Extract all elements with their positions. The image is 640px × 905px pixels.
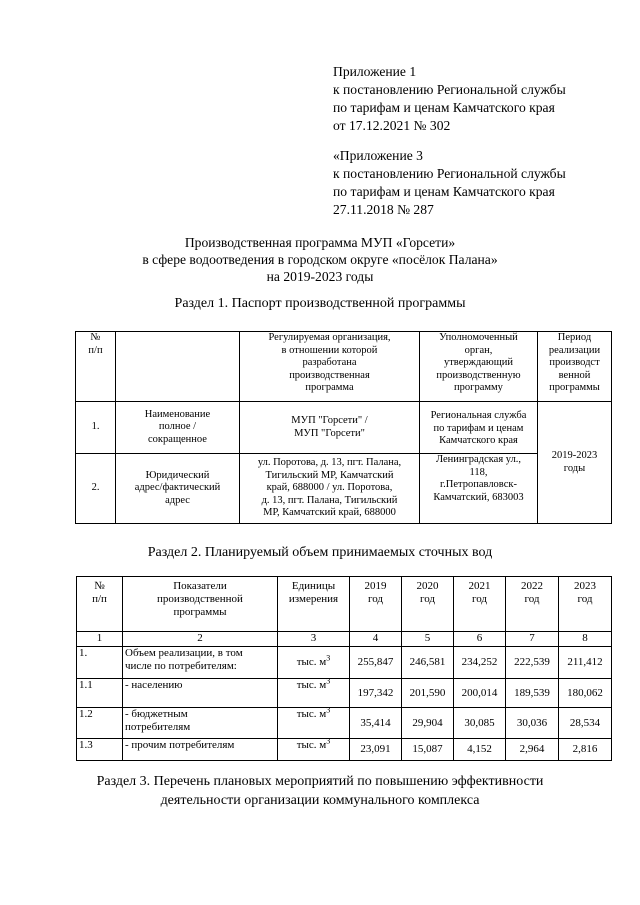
row-auth-line: Камчатский, 683003 <box>433 491 524 503</box>
column-number: 6 <box>454 632 506 647</box>
unit-text: тыс. м <box>296 679 327 691</box>
passport-row <box>76 402 612 454</box>
header-year <box>454 577 506 632</box>
year-suffix: год <box>367 593 384 605</box>
header-auth-line: утверждающий <box>443 357 514 368</box>
header-unit <box>278 577 350 632</box>
row-unit <box>278 676 350 708</box>
header-org-line: разработана <box>302 357 357 368</box>
row-auth-line: по тарифам и ценам <box>433 422 524 434</box>
year-value: 2020 <box>416 580 439 592</box>
unit-exponent: 3 <box>326 653 331 663</box>
header-year <box>506 577 559 632</box>
header-auth-line: производственную <box>436 369 521 381</box>
cell-value: 4,152 <box>454 739 506 761</box>
passport-row <box>76 454 612 524</box>
column-number: 2 <box>123 632 278 647</box>
header-indicator-line: программы <box>173 606 227 618</box>
cell-value: 255,847 <box>350 647 402 679</box>
header-year <box>402 577 454 632</box>
column-number: 8 <box>559 632 612 647</box>
row-unit <box>278 736 350 761</box>
cell-value: 2,816 <box>559 739 612 761</box>
row-num: 2. <box>76 454 116 524</box>
header-indicator-line: Показатели <box>173 580 227 592</box>
year-value: 2022 <box>521 580 543 592</box>
cell-value: 246,581 <box>402 647 454 679</box>
table-row <box>77 708 612 739</box>
period-line: 2019-2023 <box>551 450 598 461</box>
cell-value: 211,412 <box>559 647 612 679</box>
row-org <box>240 402 420 454</box>
row-name-line: - бюджетным <box>125 708 188 720</box>
column-number: 5 <box>402 632 454 647</box>
section-3-title <box>0 772 640 810</box>
cell-value: 234,252 <box>454 647 506 679</box>
section-1-title: Раздел 1. Паспорт производственной программы <box>174 296 466 311</box>
header-auth-line: программу <box>454 382 503 393</box>
column-number: 4 <box>350 632 402 647</box>
appendix-3-line: 27.11.2018 № 287 <box>333 202 434 217</box>
row-authority <box>420 454 538 524</box>
column-number: 1 <box>77 632 123 647</box>
row-name <box>123 647 278 679</box>
row-org-line: МУП "Горсети" / <box>291 415 368 426</box>
program-title <box>0 234 640 285</box>
cell-value: 201,590 <box>402 679 454 708</box>
cell-value: 30,036 <box>506 708 559 739</box>
row-org-line: Тигильский МР, Камчатский <box>265 469 394 481</box>
row-org-line: МР, Камчатский край, 688000 <box>263 507 396 519</box>
header-period-line: производст <box>549 357 600 368</box>
year-value: 2019 <box>364 580 387 592</box>
header-blank <box>116 332 240 402</box>
header-org-line: программа <box>305 382 354 393</box>
header-org-line: производственная <box>289 369 370 381</box>
cell-value: 28,534 <box>559 708 612 739</box>
row-name <box>123 708 278 739</box>
program-title-line: на 2019-2023 годы <box>266 269 374 284</box>
header-num-line: № <box>94 580 105 592</box>
header-indicator <box>123 577 278 632</box>
row-name-line: - прочим потребителям <box>125 739 235 751</box>
column-number-row <box>77 632 612 647</box>
header-period <box>538 332 612 402</box>
cell-value: 35,414 <box>350 708 402 739</box>
row-label-line: адрес/фактический <box>134 482 221 494</box>
row-auth-line: Ленинградская ул., <box>435 454 522 465</box>
year-suffix: год <box>524 593 540 605</box>
cell-value: 29,904 <box>402 708 454 739</box>
cell-value: 23,091 <box>350 739 402 761</box>
column-number: 7 <box>506 632 559 647</box>
row-label <box>116 454 240 524</box>
unit-exponent: 3 <box>326 705 331 715</box>
header-org-line: в отношении которой <box>281 344 378 356</box>
unit-text: тыс. м <box>296 708 327 720</box>
cell-value: 197,342 <box>350 679 402 708</box>
header-period-line: Период <box>557 332 592 343</box>
header-auth-line: Уполномоченный <box>439 332 518 343</box>
row-num: 1.3 <box>77 739 123 761</box>
appendix-1-line: к постановлению Региональной службы <box>333 82 566 97</box>
header-year <box>559 577 612 632</box>
volume-table <box>76 576 612 761</box>
row-label-line: адрес <box>165 494 190 506</box>
row-auth-line: 118, <box>469 466 488 478</box>
header-org <box>240 332 420 402</box>
section-3-title-line: Раздел 3. Перечень плановых мероприятий по повышению эффективности <box>96 774 544 789</box>
program-title-line: Производственная программа МУП «Горсети» <box>184 235 456 250</box>
passport-table <box>75 331 612 524</box>
row-unit <box>278 647 350 679</box>
year-value: 2021 <box>468 580 491 592</box>
row-org <box>240 454 420 524</box>
row-auth-line: Региональная служба <box>430 410 527 421</box>
header-authority <box>420 332 538 402</box>
appendix-3-heading <box>333 147 566 219</box>
header-num-line: п/п <box>92 593 107 605</box>
period-line: годы <box>563 462 586 474</box>
row-num: 1. <box>76 402 116 454</box>
row-num: 1. <box>77 647 123 679</box>
row-auth-line: г.Петропавловск- <box>440 479 517 490</box>
row-auth-line: Камчатского края <box>439 435 518 446</box>
header-num-line: п/п <box>88 344 103 356</box>
appendix-3-line: «Приложение 3 <box>333 148 423 163</box>
header-auth-line: орган, <box>464 344 493 356</box>
row-org-line: край, 688000 / ул. Поротова, <box>266 482 393 494</box>
cell-value: 2,964 <box>506 739 559 761</box>
row-org-line: д. 13, пгт. Палана, Тигильский <box>261 494 398 506</box>
column-number: 3 <box>278 632 350 647</box>
row-num: 1.2 <box>77 708 123 739</box>
table-row <box>77 679 612 708</box>
cell-value: 30,085 <box>454 708 506 739</box>
row-name <box>123 679 278 708</box>
year-suffix: год <box>577 593 593 605</box>
row-label-line: Наименование <box>144 408 211 420</box>
section-3-title-line: деятельности организации коммунального комплекса <box>160 793 480 808</box>
table-row <box>77 647 612 679</box>
row-label-line: полное / <box>158 421 197 433</box>
row-name-line: потребителям <box>125 721 191 733</box>
volume-header-row <box>77 577 612 632</box>
appendix-1-heading <box>333 63 566 135</box>
header-year <box>350 577 402 632</box>
row-org-line: МУП "Горсети" <box>294 427 365 439</box>
header-indicator-line: производственной <box>157 593 243 605</box>
header-period-line: программы <box>549 382 600 393</box>
row-name-line: Объем реализации, в том <box>125 647 243 659</box>
program-title-line: в сфере водоотведения в городском округе «посёлок Палана» <box>142 252 498 267</box>
row-label <box>116 402 240 454</box>
unit-exponent: 3 <box>326 676 331 686</box>
row-org-line: ул. Поротова, д. 13, пгт. Палана, <box>257 457 402 469</box>
header-num-line: № <box>90 332 101 343</box>
row-unit <box>278 705 350 739</box>
row-name-line: числе по потребителям: <box>125 660 237 672</box>
passport-header-row <box>76 332 612 402</box>
appendix-3-line: к постановлению Региональной службы <box>333 166 566 181</box>
period-cell <box>538 402 612 524</box>
header-num <box>77 577 123 632</box>
cell-value: 15,087 <box>402 739 454 761</box>
appendix-3-line: по тарифам и ценам Камчатского края <box>333 184 555 199</box>
row-authority <box>420 402 538 454</box>
cell-value: 222,539 <box>506 647 559 679</box>
cell-value: 180,062 <box>559 679 612 708</box>
unit-text: тыс. м <box>296 656 327 668</box>
appendix-1-line: по тарифам и ценам Камчатского края <box>333 100 555 115</box>
appendix-1-line: от 17.12.2021 № 302 <box>333 118 451 133</box>
header-period-line: венной <box>558 369 591 381</box>
cell-value: 189,539 <box>506 679 559 708</box>
row-label-line: Юридический <box>145 469 210 481</box>
table-row <box>77 739 612 761</box>
unit-text: тыс. м <box>296 739 327 751</box>
year-value: 2023 <box>574 580 596 592</box>
header-unit-line: измерения <box>288 593 339 605</box>
header-num <box>76 332 116 402</box>
row-name-line: - населению <box>125 679 183 691</box>
header-unit-line: Единицы <box>291 580 336 592</box>
appendix-1-line: Приложение 1 <box>333 64 417 79</box>
row-label-line: сокращенное <box>148 433 207 445</box>
year-suffix: год <box>419 593 436 605</box>
section-2-title: Раздел 2. Планируемый объем принимаемых сточных вод <box>147 545 493 560</box>
row-name <box>123 739 278 761</box>
header-period-line: реализации <box>548 344 601 356</box>
row-num: 1.1 <box>77 679 123 708</box>
cell-value: 200,014 <box>454 679 506 708</box>
year-suffix: год <box>471 593 488 605</box>
unit-exponent: 3 <box>326 736 331 746</box>
header-org-line: Регулируемая организация, <box>268 332 391 343</box>
